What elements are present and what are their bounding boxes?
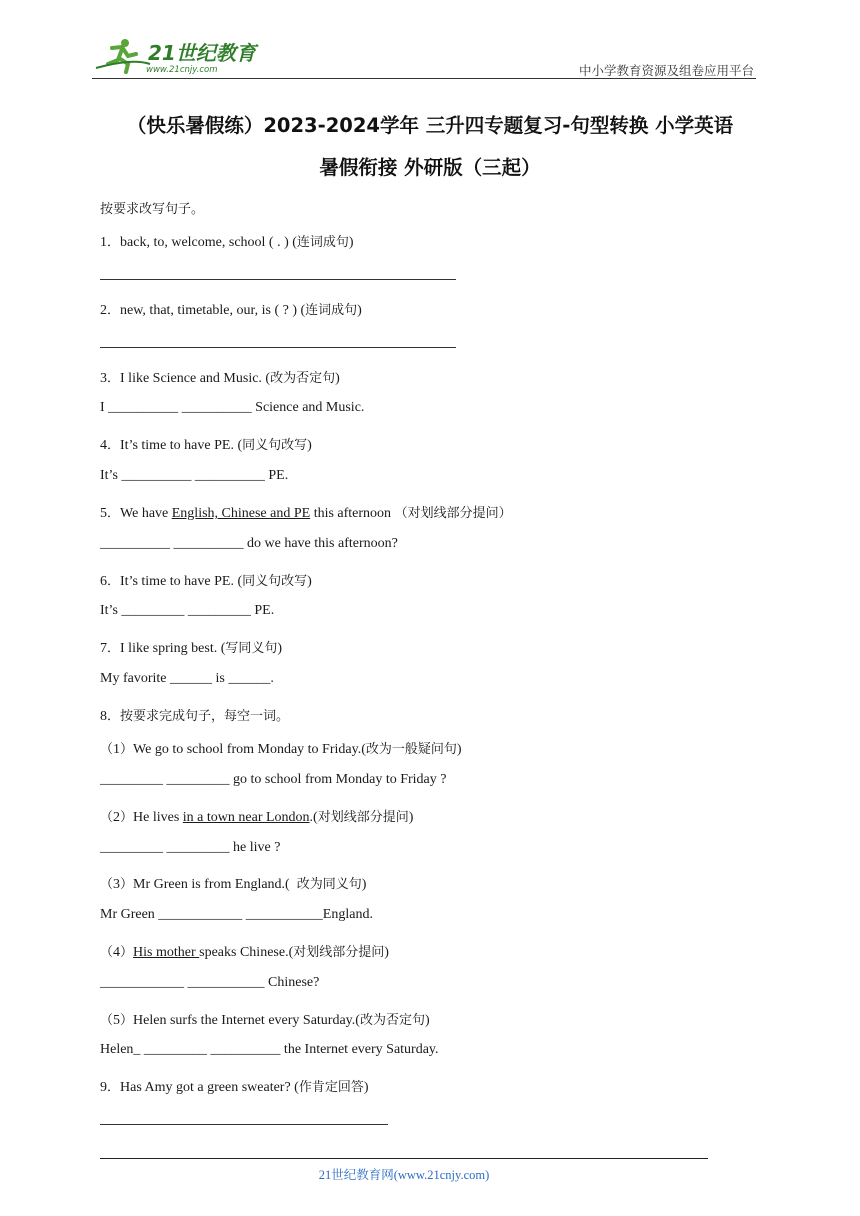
exercise-line: It’s __________ __________ PE. [100,468,289,483]
exercise-line: It’s _________ _________ PE. [100,603,275,618]
underlined-phrase: His mother [133,945,200,960]
exercise-line: 按要求改写句子。 [100,202,205,217]
svg-text:21世纪教育: 21世纪教育 [148,41,256,65]
footer-divider [100,1158,708,1159]
exercise-line: My favorite ______ is ______. [100,671,274,686]
exercise-line: 7．I like spring best. (写同义句) [100,641,283,656]
exercise-line: （2）He lives in a town near London.(对划线部分提问) [100,810,414,825]
exercise-line: Helen_ _________ __________ the Internet every Saturday. [100,1042,439,1057]
exercise-line: （4）His mother speaks Chinese.(对划线部分提问) [100,945,389,960]
exercise-line: Mr Green ____________ ___________England. [100,907,373,922]
exercise-line: _________ _________ he live ? [100,840,281,855]
footer-link[interactable]: 21世纪教育网(www.21cnjy.com) [318,1168,490,1182]
exercise-line: 5．We have English, Chinese and PE this afternoon （对划线部分提问） [100,506,512,521]
exercise-line: 4．It’s time to have PE. (同义句改写) [100,438,312,453]
exercise-line: （5）Helen surfs the Internet every Saturday.(改为否定句) [100,1013,430,1028]
answer-blank-line[interactable] [100,347,456,348]
exercise-line: 9．Has Amy got a green sweater? (作肯定回答) [100,1080,369,1095]
answer-blank-line[interactable] [100,1124,388,1125]
exercise-line: ____________ ___________ Chinese? [100,975,320,990]
site-logo [92,34,262,78]
exercise-line: （1）We go to school from Monday to Friday.(改为一般疑问句) [100,742,462,757]
exercise-line: （3）Mr Green is from England.( 改为同义句) [100,877,367,892]
document-title-line-2: 暑假衔接 外研版（三起） [319,156,541,179]
exercise-line: __________ __________ do we have this afternoon? [100,536,398,551]
header-divider [92,78,756,79]
underlined-phrase: English, Chinese and PE [171,506,311,521]
exercise-line: _________ _________ go to school from Monday to Friday ? [100,772,447,787]
exercise-line: 6．It’s time to have PE. (同义句改写) [100,574,312,589]
exercise-line: 2．new, that, timetable, our, is ( ? ) (连词成句) [100,303,362,318]
underlined-phrase: in a town near London [182,810,310,825]
exercise-line: 3．I like Science and Music. (改为否定句) [100,371,340,386]
platform-tagline: 中小学教育资源及组卷应用平台 [578,63,754,78]
exercise-line: I __________ __________ Science and Music. [100,400,365,415]
svg-text:www.21cnjy.com: www.21cnjy.com [146,65,218,75]
exercise-line: 8．按要求完成句子，每空一词。 [100,709,290,724]
document-title-line-1: （快乐暑假练）2023-2024学年 三升四专题复习-句型转换 小学英语 [126,114,734,137]
exercise-line: 1．back, to, welcome, school ( . ) (连词成句) [100,235,354,250]
page-header [92,34,756,78]
answer-blank-line[interactable] [100,279,456,280]
